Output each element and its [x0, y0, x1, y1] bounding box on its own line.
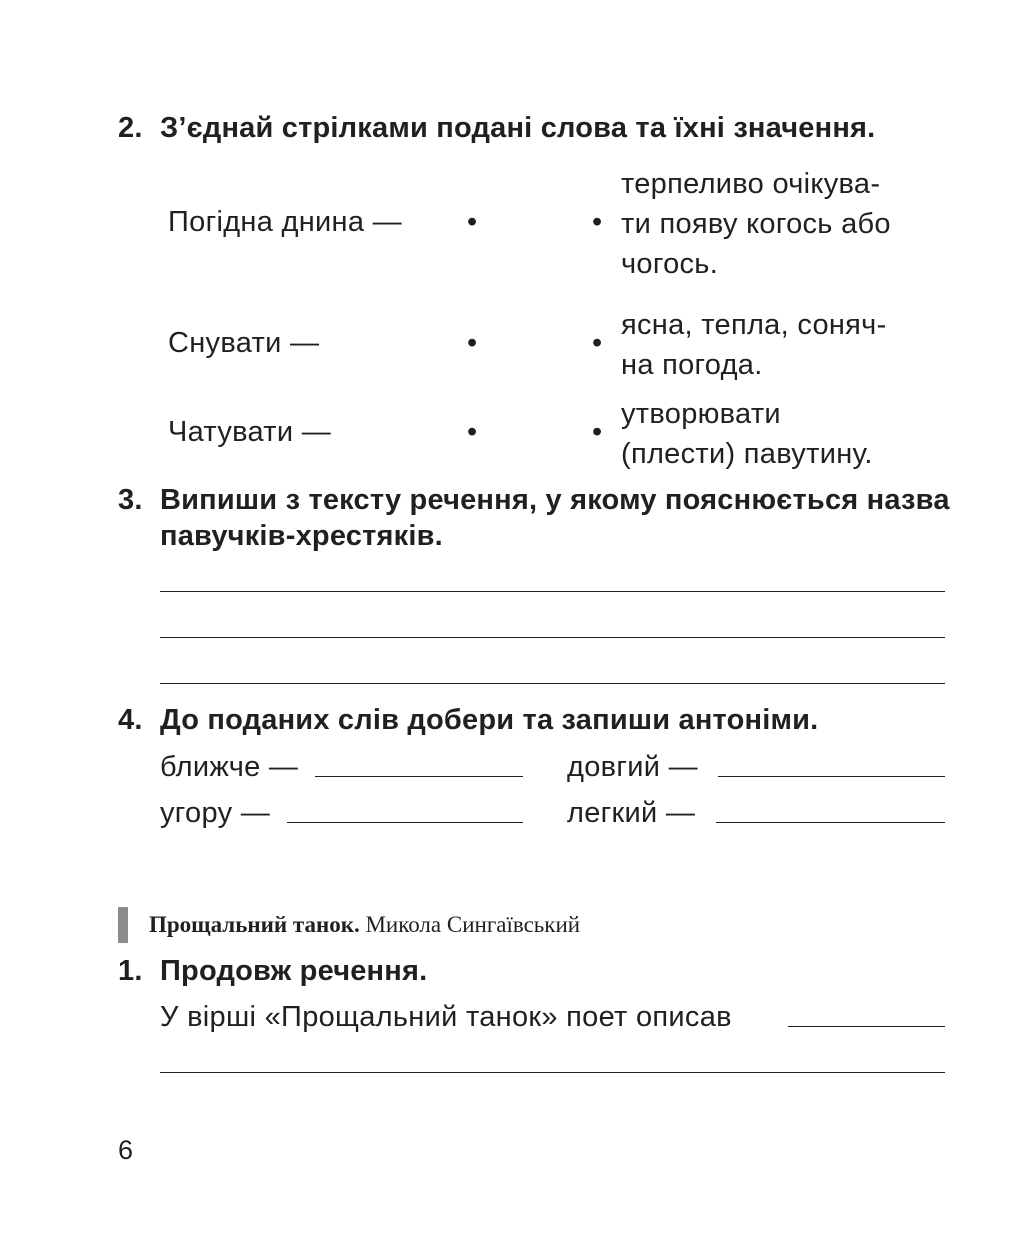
sentence-start: У вірші «Прощальний танок» поет описав [160, 1001, 732, 1033]
definition-1 [621, 164, 891, 284]
answer-line[interactable] [160, 591, 945, 592]
section-title [149, 912, 580, 938]
word-snuvaty: Снувати — [168, 327, 320, 359]
task-3-number: 3. [118, 484, 143, 516]
task-3-title-line-1: Випиши з тексту речення, у якому пояснюється назва [160, 484, 950, 516]
antonym-answer-line[interactable] [287, 822, 523, 823]
match-dot-right-3[interactable]: • [592, 416, 603, 448]
definition-1-line: чогось. [621, 248, 719, 280]
match-dot-right-1[interactable]: • [592, 206, 603, 238]
definition-3-line: утворювати [621, 398, 781, 430]
definition-3 [621, 394, 873, 474]
answer-line[interactable] [160, 637, 945, 638]
definition-1-line: ти появу когось або [621, 208, 891, 240]
definition-2 [621, 305, 887, 385]
match-dot-left-2[interactable]: • [467, 327, 478, 359]
section-title-bold: Прощальний танок. [149, 912, 360, 937]
match-dot-left-1[interactable]: • [467, 206, 478, 238]
task-4-number: 4. [118, 704, 143, 736]
answer-line[interactable] [160, 683, 945, 684]
definition-1-line: терпеливо очікува- [621, 168, 881, 200]
match-dot-left-3[interactable]: • [467, 416, 478, 448]
antonym-answer-line[interactable] [716, 822, 945, 823]
antonym-word-dovhyi: довгий — [567, 751, 698, 783]
task-2-number: 2. [118, 112, 143, 144]
section-marker-bar [118, 907, 128, 943]
task-3-title-line-2: павучків-хрестяків. [160, 520, 443, 552]
antonym-answer-line[interactable] [718, 776, 945, 777]
antonym-word-blyzhche: ближче — [160, 751, 299, 783]
section-task-1-title: Продовж речення. [160, 955, 428, 987]
antonym-answer-line[interactable] [315, 776, 523, 777]
section-author: Микола Сингаївський [365, 912, 581, 937]
section-task-1-number: 1. [118, 955, 143, 987]
word-pogidna-dnyna: Погідна днина — [168, 206, 402, 238]
antonym-word-lehkyi: легкий — [567, 797, 696, 829]
answer-line[interactable] [788, 1026, 945, 1027]
definition-2-line: ясна, тепла, соняч- [621, 309, 887, 341]
match-dot-right-2[interactable]: • [592, 327, 603, 359]
antonym-word-uhoru: угору — [160, 797, 271, 829]
word-chatuvaty: Чатувати — [168, 416, 332, 448]
definition-3-line: (плести) павутину. [621, 438, 873, 470]
page-number: 6 [118, 1135, 134, 1165]
answer-line[interactable] [160, 1072, 945, 1073]
definition-2-line: на погода. [621, 349, 763, 381]
task-2-title: З’єднай стрілками подані слова та їхні значення. [160, 112, 876, 144]
task-4-title: До поданих слів добери та запиши антоніми. [160, 704, 819, 736]
